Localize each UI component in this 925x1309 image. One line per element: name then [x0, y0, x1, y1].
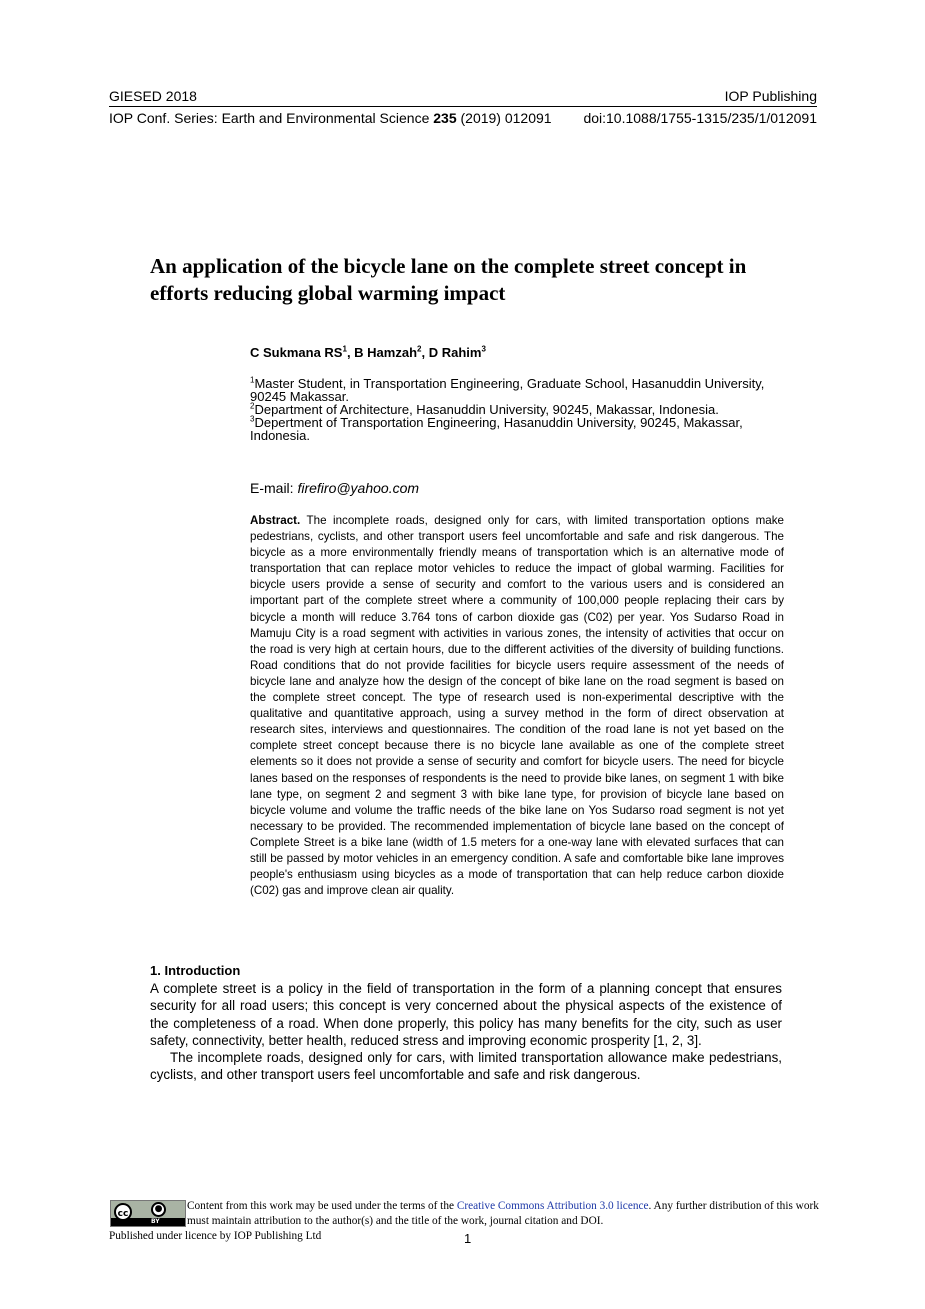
email-address[interactable]: firefiro@yahoo.com: [297, 480, 420, 496]
publisher-name: IOP Publishing: [724, 88, 817, 104]
section-heading-introduction: 1. Introduction: [150, 963, 241, 978]
creative-commons-badge[interactable]: [110, 1200, 186, 1227]
series-suffix: (2019) 012091: [456, 110, 552, 126]
affiliation-text: Depertment of Transportation Engineering, Hasanuddin University, 90245, Makassar, Indonesia.: [250, 415, 743, 443]
author-separator: ,: [346, 345, 355, 360]
affiliation: [250, 377, 785, 403]
author-separator: ,: [421, 345, 429, 360]
license-notice: [187, 1199, 819, 1229]
abstract-label: Abstract.: [250, 514, 301, 527]
abstract: [250, 513, 784, 899]
abstract-text: The incomplete roads, designed only for cars, with limited transportation options make pedestrians, cyclists, and other transport users feel uncomfortable and safe and risk dangerous. The bicycle as a more environmentally friendly means of transportation which is an alternative mode of transportation that can replace motor vehicles to reduce the impact of global warming. Facilities for bicycle users provide a sense of security and comfort to the various users and is considered an important part of the complete street where a community of 100,000 people replacing their cars by bicycle a month will reduce 3.764 tons of carbon dioxide gas (C02) per year. Yos Sudarso Road in Mamuju City is a road segment with activities in various zones, the intensity of activities that occur on the road is very high at certain hours, due to the different activities of the diversity of building functions. Road conditions that do not provide facilities for bicycle users require assessment of the needs of bicycle lane and analyze how the design of the concept of bike lane on the road segment is based on the complete street concept. The type of research used is non-experimental descriptive with the qualitative and quantitative approach, using a survey method in the form of direct observation at research sites, interviews and questionnaires. The condition of the road lane is not yet based on the complete street concept because there is no bicycle lane available as one of the complete street elements so it does not provide a sense of security and comfort for bicycle users. The need for bicycle lanes based on the responses of respondents is the need to provide bike lanes, on segment 1 with bike lane type, on segment 2 and segment 3 with bike lane type, for provision of bicycle lane based on bicycle volume and volume the traffic needs of the bike lane on Yos Sudarso road segment is not yet necessary to be provided. The recommended implementation of bicycle lane based on the concept of Complete Street is a bike lane (width of 1.5 meters for a one-way lane with elevated surfaces that can still be passed by motor vehicles in an emergency condition. A safe and comfortable bike lane improves people's enthusiasm using bicycles as a mode of transportation that can help reduce carbon dioxide (C02) gas and improve clean air quality.: [250, 514, 784, 898]
author-affiliation-mark: 1: [342, 344, 347, 354]
author-affiliation-mark: 2: [417, 344, 422, 354]
author-name: D Rahim: [428, 345, 482, 360]
body-paragraph: The incomplete roads, designed only for cars, with limited transportation allowance make pedestrians, cyclists, and other transport users feel uncomfortable and safe and risk dangerous.: [150, 1050, 782, 1083]
affiliation-mark: 2: [250, 401, 255, 411]
license-prefix: Content from this work may be used under the terms of the: [187, 1200, 457, 1212]
cc-icon: cc: [114, 1203, 132, 1221]
author-name: B Hamzah: [354, 345, 418, 360]
body-paragraph: A complete street is a policy in the field of transportation in the form of a planning concept that ensures security for all road users; this concept is very concerned about the physical aspects of the existence of the completeness of a road. When done properly, this policy has many benefits for the city, such as user safety, connectivity, better health, reduced stress and improving economic prosperity [1, 2, 3].: [150, 981, 782, 1048]
license-link[interactable]: Creative Commons Attribution 3.0 licence: [456, 1200, 649, 1212]
email-label: E-mail:: [250, 480, 298, 496]
journal-series: [109, 110, 552, 126]
affiliation-text: Department of Architecture, Hasanuddin University, 90245, Makassar, Indonesia.: [254, 402, 719, 417]
doi[interactable]: doi:10.1088/1755-1315/235/1/012091: [583, 110, 817, 126]
page-number: 1: [464, 1231, 472, 1246]
author-affiliation-mark: 3: [481, 344, 486, 354]
license-suffix: . Any further distribution of this work must maintain attribution to the author(s) and the title of the work, journal citation and DOI.: [187, 1200, 819, 1227]
series-volume: 235: [433, 110, 457, 126]
affiliation-mark: 3: [250, 414, 255, 424]
introduction-body: [150, 980, 782, 1084]
affiliation-text: Master Student, in Transportation Engineering, Graduate School, Hasanuddin University, 90245 Makassar.: [250, 376, 765, 404]
attribution-person-icon: ●: [151, 1202, 166, 1217]
affiliation-list: [250, 377, 785, 442]
conference-name: GIESED 2018: [109, 88, 197, 104]
affiliation-mark: 1: [250, 375, 255, 385]
author-list: [250, 345, 486, 360]
publication-note: Published under licence by IOP Publishing Ltd: [109, 1230, 322, 1242]
by-icon: BY: [151, 1218, 160, 1225]
paper-title: An application of the bicycle lane on the complete street concept in efforts reducing global warming impact: [150, 254, 747, 305]
contact-email: [250, 480, 419, 496]
series-prefix: IOP Conf. Series: Earth and Environmental Science: [109, 110, 434, 126]
author-name: C Sukmana RS: [250, 345, 343, 360]
header-rule: [109, 106, 817, 107]
affiliation: [250, 416, 785, 442]
